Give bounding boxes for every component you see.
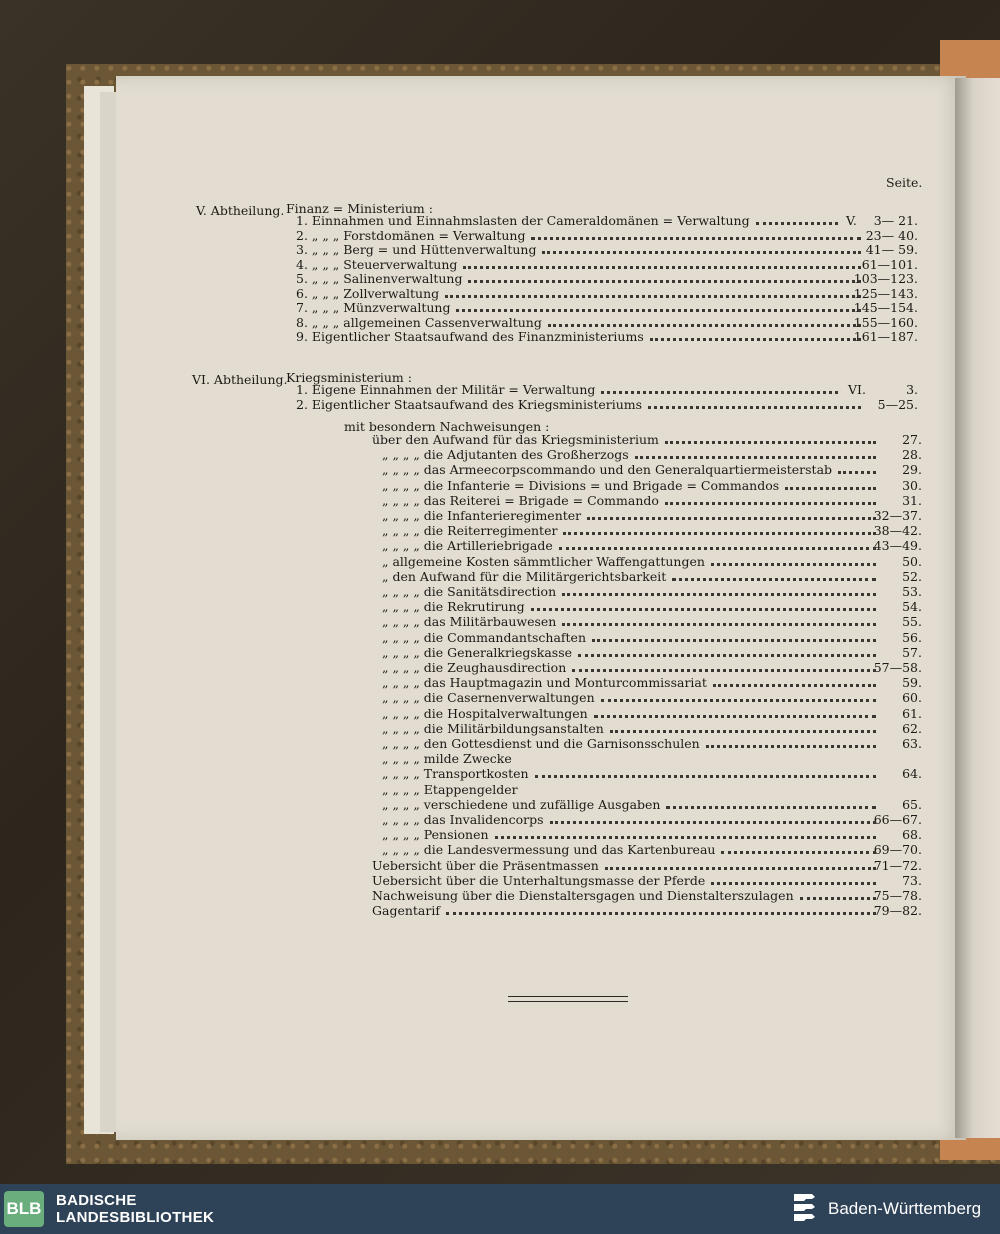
leader-dots xyxy=(711,880,876,885)
toc-entry: „ „ „ „ das Invalidencorps xyxy=(382,812,544,827)
leader-dots xyxy=(572,667,876,672)
page-number: 31. xyxy=(902,492,922,508)
toc-entry: 8. „ „ „ allgemeinen Cassenverwaltung xyxy=(296,314,542,330)
state-lions-icon xyxy=(790,1190,822,1226)
leader-dots xyxy=(446,910,876,915)
page-number: 75—78. xyxy=(873,888,922,903)
toc-entry: „ „ „ „ den Gottesdienst und die Garnisonsschulen xyxy=(382,736,700,751)
toc-entry: „ „ „ „ das Militärbauwesen xyxy=(382,614,557,630)
toc-entry: Nachweisung über die Dienstaltersgagen und Dienstalterszulagen xyxy=(372,888,794,903)
page-number: 41— 59. xyxy=(865,242,918,257)
leader-dots xyxy=(456,307,861,312)
toc-entry: „ „ „ „ die Sanitätsdirection xyxy=(382,584,557,599)
toc-entry: 7. „ „ „ Münzverwaltung xyxy=(296,300,451,315)
leader-dots xyxy=(445,293,861,298)
page-number: 57—58. xyxy=(873,660,922,675)
page-number: 3— 21. xyxy=(873,213,918,228)
blb-logo[interactable]: BLB xyxy=(4,1191,44,1227)
leader-dots xyxy=(706,743,876,748)
page-number: 56. xyxy=(902,629,922,645)
page-number: 3. xyxy=(906,382,918,397)
sub-heading: mit besondern Nachweisungen : xyxy=(344,419,550,434)
toc-entry: „ „ „ „ das Armeecorpscommando und den Generalquartiermeisterstab xyxy=(382,462,833,478)
toc-entry: „ „ „ „ die Zeughausdirection xyxy=(382,660,567,675)
toc-entry: 5. „ „ „ Salinenverwaltung xyxy=(296,271,463,286)
leader-dots xyxy=(785,485,876,490)
leader-dots xyxy=(605,865,876,870)
leader-dots xyxy=(548,322,861,327)
leader-dots xyxy=(838,469,876,474)
leader-dots xyxy=(578,652,876,657)
page-number: 69—70. xyxy=(873,842,922,858)
page-number: 62. xyxy=(902,720,922,736)
toc-entry: Gagentarif xyxy=(372,903,440,919)
page-number: 38—42. xyxy=(873,523,922,539)
page-number: 52. xyxy=(902,568,922,584)
toc-entry: „ „ „ „ verschiedene und zufällige Ausgaben xyxy=(382,796,661,812)
page-number: 125—143. xyxy=(853,285,918,301)
page-number: 61. xyxy=(902,705,922,721)
leader-dots xyxy=(672,576,876,581)
toc-entry: „ allgemeine Kosten sämmtlicher Waffengattungen xyxy=(382,553,705,569)
leader-dots xyxy=(463,264,861,269)
page-number: 27. xyxy=(902,432,922,447)
leader-dots xyxy=(587,515,876,520)
toc-entry: „ „ „ „ Transportkosten xyxy=(382,766,529,782)
leader-dots xyxy=(542,249,861,254)
closing-rule xyxy=(508,996,628,1002)
page-number: 61—101. xyxy=(861,256,918,272)
toc-entry: „ „ „ „ die Militärbildungsanstalten xyxy=(382,720,604,736)
leader-dots xyxy=(648,404,861,409)
page-number: 28. xyxy=(902,447,922,463)
page-number: 73. xyxy=(902,872,922,888)
toc-entry: „ „ „ „ die Landesvermessung und das Kartenbureau xyxy=(382,842,716,858)
toc-entry: 1. Eigene Einnahmen der Militär = Verwaltung xyxy=(296,382,596,397)
page-number: 30. xyxy=(902,477,922,493)
section-title: Finanz = Ministerium : xyxy=(286,201,433,216)
toc-entry: 1. Einnahmen und Einnahmslasten der Cameraldomänen = Verwaltung xyxy=(296,213,750,228)
column-label-seite: Seite. xyxy=(886,175,923,190)
leader-dots xyxy=(610,728,876,733)
book-page xyxy=(116,76,966,1140)
leader-dots xyxy=(713,682,876,687)
leader-dots xyxy=(756,220,838,225)
leader-dots xyxy=(562,621,876,626)
leader-dots xyxy=(563,530,876,535)
library-name-line2: LANDESBIBLIOTHEK xyxy=(56,1209,215,1226)
page-number: 103—123. xyxy=(853,271,918,286)
leader-dots xyxy=(468,278,861,283)
page-number: 23— 40. xyxy=(865,227,918,243)
leader-dots xyxy=(559,545,876,550)
toc-entry: 4. „ „ „ Steuerverwaltung xyxy=(296,256,458,272)
leader-dots xyxy=(666,804,876,809)
toc-entry: 2. „ „ „ Forstdomänen = Verwaltung xyxy=(296,227,526,243)
leader-dots xyxy=(535,773,876,778)
leader-dots xyxy=(594,713,876,718)
leader-dots xyxy=(800,895,876,900)
toc-entry: „ „ „ „ die Infanterieregimenter xyxy=(382,508,582,523)
page-number: 63. xyxy=(902,736,922,751)
page-number: 64. xyxy=(902,766,922,782)
page-prefix: VI. xyxy=(848,382,866,397)
page-number: 155—160. xyxy=(853,314,918,330)
toc-entry: „ „ „ „ Etappengelder xyxy=(382,781,518,797)
toc-entry: Uebersicht über die Präsentmassen xyxy=(372,857,599,873)
page-number: 79—82. xyxy=(873,903,922,919)
section-number: VI. Abtheilung. xyxy=(192,372,288,387)
toc-entry: „ „ „ „ das Hauptmagazin und Monturcommissariat xyxy=(382,675,707,691)
page-number: 50. xyxy=(902,553,922,569)
leader-dots xyxy=(562,591,876,596)
leader-dots xyxy=(550,819,876,824)
leader-dots xyxy=(531,606,876,611)
leader-dots xyxy=(665,500,876,505)
toc-entry: über den Aufwand für das Kriegsministerium xyxy=(372,432,659,447)
toc-entry: „ „ „ „ das Reiterei = Brigade = Commando xyxy=(382,492,659,508)
toc-entry: „ „ „ „ die Hospitalverwaltungen xyxy=(382,705,588,721)
page-number: 32—37. xyxy=(873,508,922,523)
leader-dots xyxy=(711,561,876,566)
page-number: 43—49. xyxy=(873,538,922,554)
toc-entry: Uebersicht über die Unterhaltungsmasse der Pferde xyxy=(372,872,706,888)
leader-dots xyxy=(665,439,876,444)
page-number: 66—67. xyxy=(873,812,922,827)
page-number: 59. xyxy=(902,675,922,691)
leader-dots xyxy=(635,454,876,459)
toc-entry: 2. Eigentlicher Staatsaufwand des Kriegsministeriums xyxy=(296,396,643,412)
toc-entry: „ den Aufwand für die Militärgerichtsbarkeit xyxy=(382,568,667,584)
section-title: Kriegsministerium : xyxy=(286,370,412,385)
toc-entry: 9. Eigentlicher Staatsaufwand des Finanzministeriums xyxy=(296,329,644,344)
leader-dots xyxy=(531,235,861,240)
page-number: 145—154. xyxy=(853,300,918,315)
library-name-line1: BADISCHE xyxy=(56,1192,137,1209)
toc-entry: „ „ „ „ die Commandantschaften xyxy=(382,629,587,645)
page-number: 65. xyxy=(902,796,922,812)
page-number: 55. xyxy=(902,614,922,630)
toc-entry: „ „ „ „ die Rekrutirung xyxy=(382,599,525,615)
toc-entry: „ „ „ „ die Generalkriegskasse xyxy=(382,644,573,660)
section-number: V. Abtheilung. xyxy=(196,203,285,218)
toc-entry: „ „ „ „ milde Zwecke xyxy=(382,751,512,767)
toc-entry: 3. „ „ „ Berg = und Hüttenverwaltung xyxy=(296,242,537,257)
toc-entry: 6. „ „ „ Zollverwaltung xyxy=(296,285,440,301)
toc-entry: „ „ „ „ Pensionen xyxy=(382,827,489,843)
toc-entry: „ „ „ „ die Infanterie = Divisions = und Brigade = Commandos xyxy=(382,477,780,493)
page-number: 53. xyxy=(902,584,922,599)
library-name[interactable] xyxy=(56,1192,214,1226)
page-prefix: V. xyxy=(846,213,857,228)
leader-dots xyxy=(650,336,861,341)
leader-dots xyxy=(601,389,838,394)
leader-dots xyxy=(592,637,876,642)
page-number: 68. xyxy=(902,827,922,843)
toc-entry: „ „ „ „ die Artilleriebrigade xyxy=(382,538,553,554)
page-number: 161—187. xyxy=(853,329,918,344)
page-number: 54. xyxy=(902,599,922,615)
leader-dots xyxy=(721,849,876,854)
state-name[interactable]: Baden-Württemberg xyxy=(828,1199,982,1218)
page-number: 57. xyxy=(902,644,922,660)
page-number: 29. xyxy=(902,462,922,478)
toc-entry: „ „ „ „ die Reiterregimenter xyxy=(382,523,558,539)
page-number: 5—25. xyxy=(877,396,918,412)
toc-entry: „ „ „ „ die Adjutanten des Großherzogs xyxy=(382,447,629,463)
page-number: 60. xyxy=(902,690,922,706)
page-number: 71—72. xyxy=(873,857,922,873)
toc-entry: „ „ „ „ die Casernenverwaltungen xyxy=(382,690,595,706)
page-gutter xyxy=(955,78,1000,1138)
leader-dots xyxy=(495,834,876,839)
leader-dots xyxy=(601,697,876,702)
